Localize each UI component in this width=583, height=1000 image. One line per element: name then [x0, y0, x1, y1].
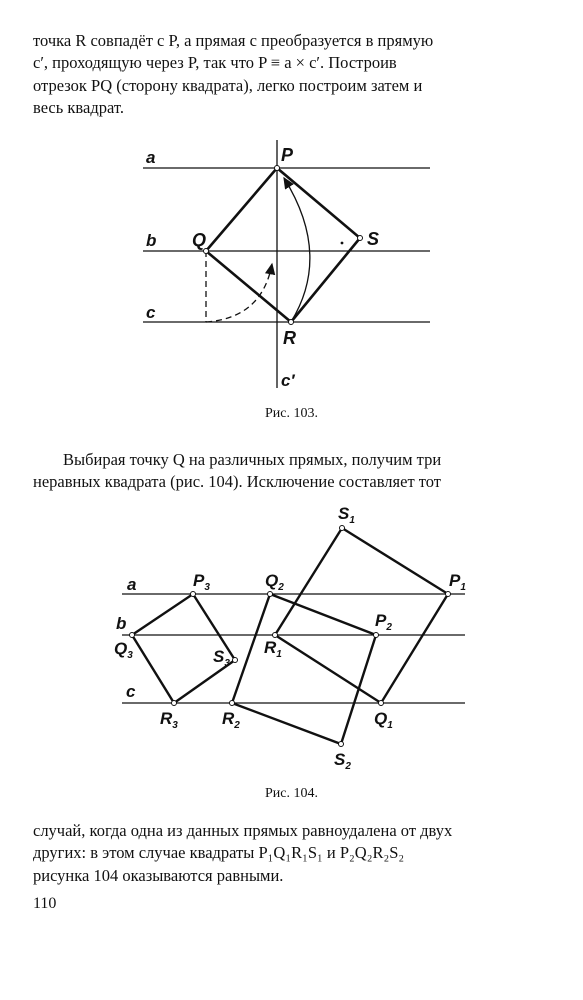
point-r [289, 320, 294, 325]
label-r2: $R_2$ [222, 709, 240, 731]
label-p2: $P_2$ [375, 611, 392, 633]
point-r2 [230, 701, 235, 706]
label-s: S [367, 229, 380, 249]
paragraph-middle [33, 449, 549, 494]
point-s2 [339, 742, 344, 747]
text-line: отрезок PQ (сторону квадрата), легко построим затем и [33, 75, 423, 95]
label-q: Q [192, 230, 207, 250]
label-q3: $Q_3$ [114, 639, 133, 661]
figure-104-caption: Рис. 104. [265, 786, 318, 801]
label-c-prime: c′ [281, 371, 295, 390]
label-c: c [146, 303, 156, 322]
figure-103 [0, 140, 583, 390]
label-r3: $R_3$ [160, 709, 178, 731]
point-p [275, 166, 280, 171]
square-2 [232, 594, 376, 744]
label-s1: $S_1$ [338, 504, 355, 526]
point-q1 [379, 701, 384, 706]
text-line: весь квадрат. [33, 97, 124, 117]
label-s3: $S_3$ [213, 647, 230, 669]
label-p1: $P_1$ [449, 571, 466, 593]
square-pqrs [206, 168, 360, 322]
point-p1 [446, 592, 451, 597]
label-a: a [146, 148, 156, 167]
label-b: b [146, 231, 157, 250]
label-q2: $Q_2$ [265, 571, 284, 593]
point-p2 [374, 633, 379, 638]
point-s3 [233, 658, 238, 663]
label-a: a [127, 575, 137, 594]
point-r3 [172, 701, 177, 706]
text-line: рисунка 104 оказываются равными. [33, 865, 284, 885]
text-line: неравных квадрата (рис. 104). Исключение составляет тот [33, 472, 442, 492]
label-p: P [281, 145, 294, 165]
paragraph-top [33, 30, 549, 119]
text-line: случай, когда одна из данных прямых равноудалена от двух [33, 821, 453, 840]
text-line: других: в этом случае квадраты P₁Q₁R₁S₁ и P₂Q₂R₂S₂ [33, 843, 405, 863]
label-q1: $Q_1$ [374, 709, 393, 731]
dashed-rotation-arc [206, 264, 272, 322]
point-dot [341, 242, 344, 245]
figure-104 [0, 500, 583, 780]
point-s [358, 236, 363, 241]
point-q2 [268, 592, 273, 597]
paragraph-bottom [33, 820, 549, 887]
figure-103-caption: Рис. 103. [265, 406, 318, 421]
rotation-arc [284, 178, 310, 322]
text-line: Выбирая точку Q на различных прямых, получим три [63, 450, 442, 469]
point-p3 [191, 592, 196, 597]
point-q3 [130, 633, 135, 638]
label-p3: $P_3$ [193, 571, 210, 593]
point-s1 [340, 526, 345, 531]
text-line: c′, проходящую через P, так что P ≡ a × c′. Построив [33, 53, 397, 73]
label-b: b [116, 614, 127, 633]
point-r1 [273, 633, 278, 638]
vertex-points [130, 526, 451, 747]
label-r: R [283, 328, 296, 348]
label-r1: $R_1$ [264, 638, 282, 660]
label-c: c [126, 682, 136, 701]
page-number: 110 [33, 895, 57, 912]
label-s2: $S_2$ [334, 750, 351, 772]
text-line: точка R совпадёт с P, а прямая c преобразуется в прямую [33, 31, 434, 50]
